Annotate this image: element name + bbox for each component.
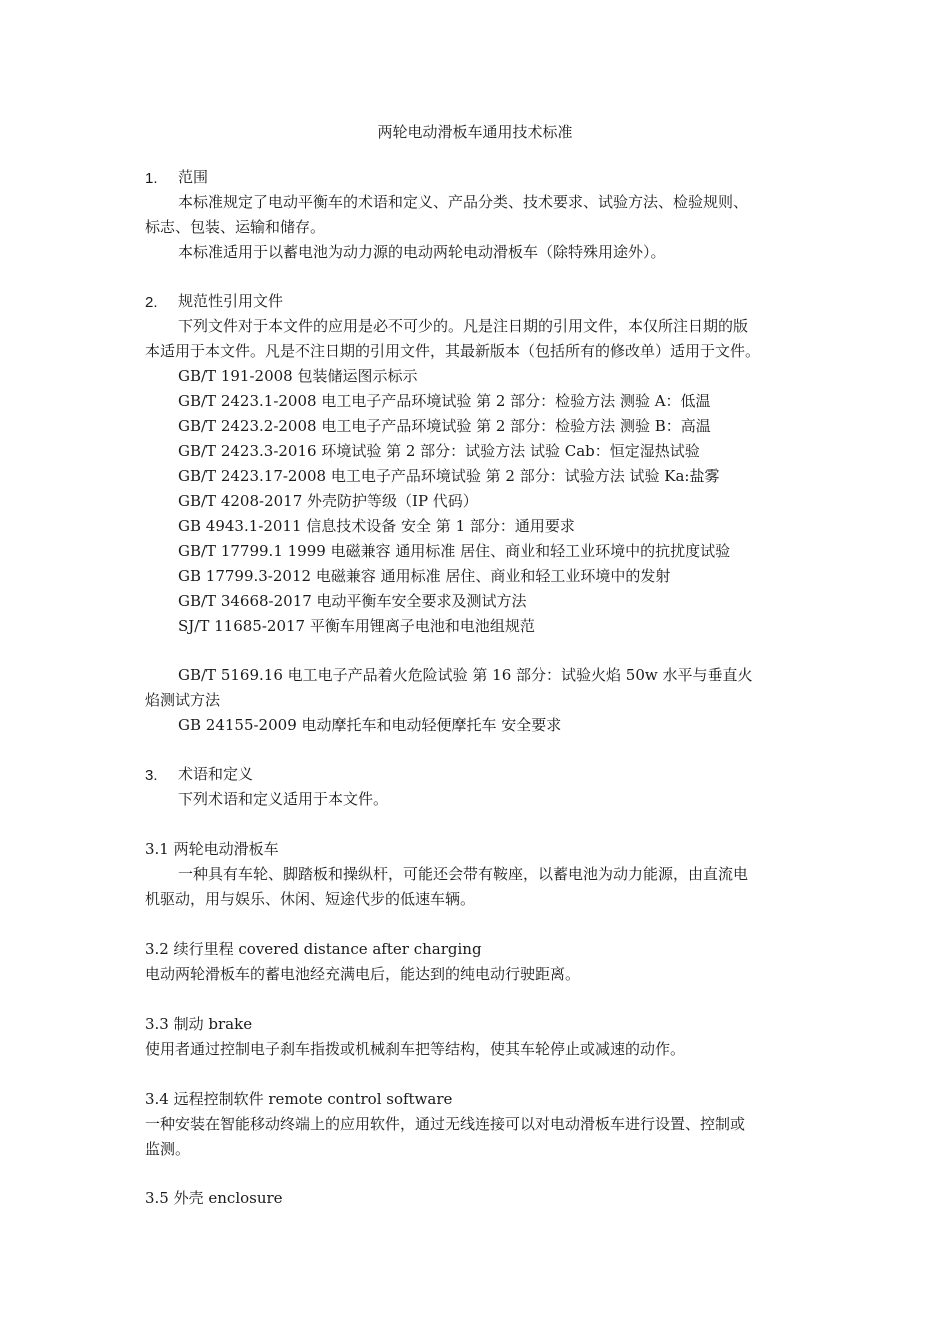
term-3-4-text-line-2: 监测。 (145, 1140, 191, 1158)
section-1-paragraph-2: 本标准适用于以蓄电池为动力源的电动两轮电动滑板车（除特殊用途外）。 (178, 243, 666, 261)
section-2-number: 2. (145, 294, 158, 311)
reference-item: GB/T 2423.1-2008 电工电子产品环境试验 第 2 部分：检验方法 测验 A：低温 (178, 392, 711, 410)
reference-item-fire-line-1: GB/T 5169.16 电工电子产品着火危险试验 第 16 部分：试验火焰 50w 水平与垂直火 (178, 666, 753, 684)
reference-item: GB/T 34668-2017 电动平衡车安全要求及测试方法 (178, 592, 527, 610)
term-3-4-text-line-1: 一种安装在智能移动终端上的应用软件，通过无线连接可以对电动滑板车进行设置、控制或 (145, 1115, 746, 1133)
reference-item: SJ/T 11685-2017 平衡车用锂离子电池和电池组规范 (178, 617, 535, 635)
section-1-paragraph-1-line-1: 本标准规定了电动平衡车的术语和定义、产品分类、技术要求、试验方法、检验规则、 (178, 193, 749, 211)
section-3-heading: 术语和定义 (178, 765, 254, 783)
document-title: 两轮电动滑板车通用技术标准 (377, 123, 573, 141)
term-3-1-text-line-1: 一种具有车轮、脚踏板和操纵杆，可能还会带有鞍座，以蓄电池为动力能源，由直流电 (178, 865, 749, 883)
section-1-number: 1. (145, 170, 158, 187)
section-2-paragraph-line-1: 下列文件对于本文件的应用是必不可少的。凡是注日期的引用文件，本仅所注日期的版 (178, 317, 749, 335)
reference-item: GB/T 2423.3-2016 环境试验 第 2 部分：试验方法 试验 Cab：恒定湿热试验 (178, 442, 700, 460)
term-3-3-text: 使用者通过控制电子刹车指拨或机械刹车把等结构，使其车轮停止或减速的动作。 (145, 1040, 686, 1058)
term-3-1-text-line-2: 机驱动，用与娱乐、休闲、短途代步的低速车辆。 (145, 890, 476, 908)
term-3-1-heading: 3.1 两轮电动滑板车 (145, 840, 279, 858)
section-2-paragraph-line-2: 本适用于本文件。凡是不注日期的引用文件，其最新版本（包括所有的修改单）适用于文件。 (145, 342, 761, 360)
reference-item-motorcycle: GB 24155-2009 电动摩托车和电动轻便摩托车 安全要求 (178, 716, 562, 734)
reference-item: GB/T 17799.1 1999 电磁兼容 通用标准 居住、商业和轻工业环境中的抗扰度试验 (178, 542, 731, 560)
reference-item: GB/T 2423.2-2008 电工电子产品环境试验 第 2 部分：检验方法 测验 B：高温 (178, 417, 711, 435)
section-2-heading: 规范性引用文件 (178, 292, 284, 310)
term-3-5-heading: 3.5 外壳 enclosure (145, 1189, 283, 1207)
reference-item: GB 4943.1-2011 信息技术设备 安全 第 1 部分：通用要求 (178, 517, 575, 535)
reference-item: GB/T 4208-2017 外壳防护等级（IP 代码） (178, 492, 478, 510)
term-3-2-text: 电动两轮滑板车的蓄电池经充满电后，能达到的纯电动行驶距离。 (145, 965, 581, 983)
reference-item-fire-line-2: 焰测试方法 (145, 691, 221, 709)
term-3-3-heading: 3.3 制动 brake (145, 1015, 253, 1033)
reference-item: GB/T 2423.17-2008 电工电子产品环境试验 第 2 部分：试验方法 试验 Ka:盐雾 (178, 467, 720, 485)
reference-item: GB 17799.3-2012 电磁兼容 通用标准 居住、商业和轻工业环境中的发射 (178, 567, 671, 585)
term-3-4-heading: 3.4 远程控制软件 remote control software (145, 1090, 453, 1108)
term-3-2-heading: 3.2 续行里程 covered distance after charging (145, 940, 482, 958)
section-3-number: 3. (145, 767, 158, 784)
section-1-heading: 范围 (178, 168, 209, 186)
reference-item: GB/T 191-2008 包装储运图示标示 (178, 367, 418, 385)
section-3-intro: 下列术语和定义适用于本文件。 (178, 790, 389, 808)
section-1-paragraph-1-line-2: 标志、包装、运输和储存。 (145, 218, 326, 236)
